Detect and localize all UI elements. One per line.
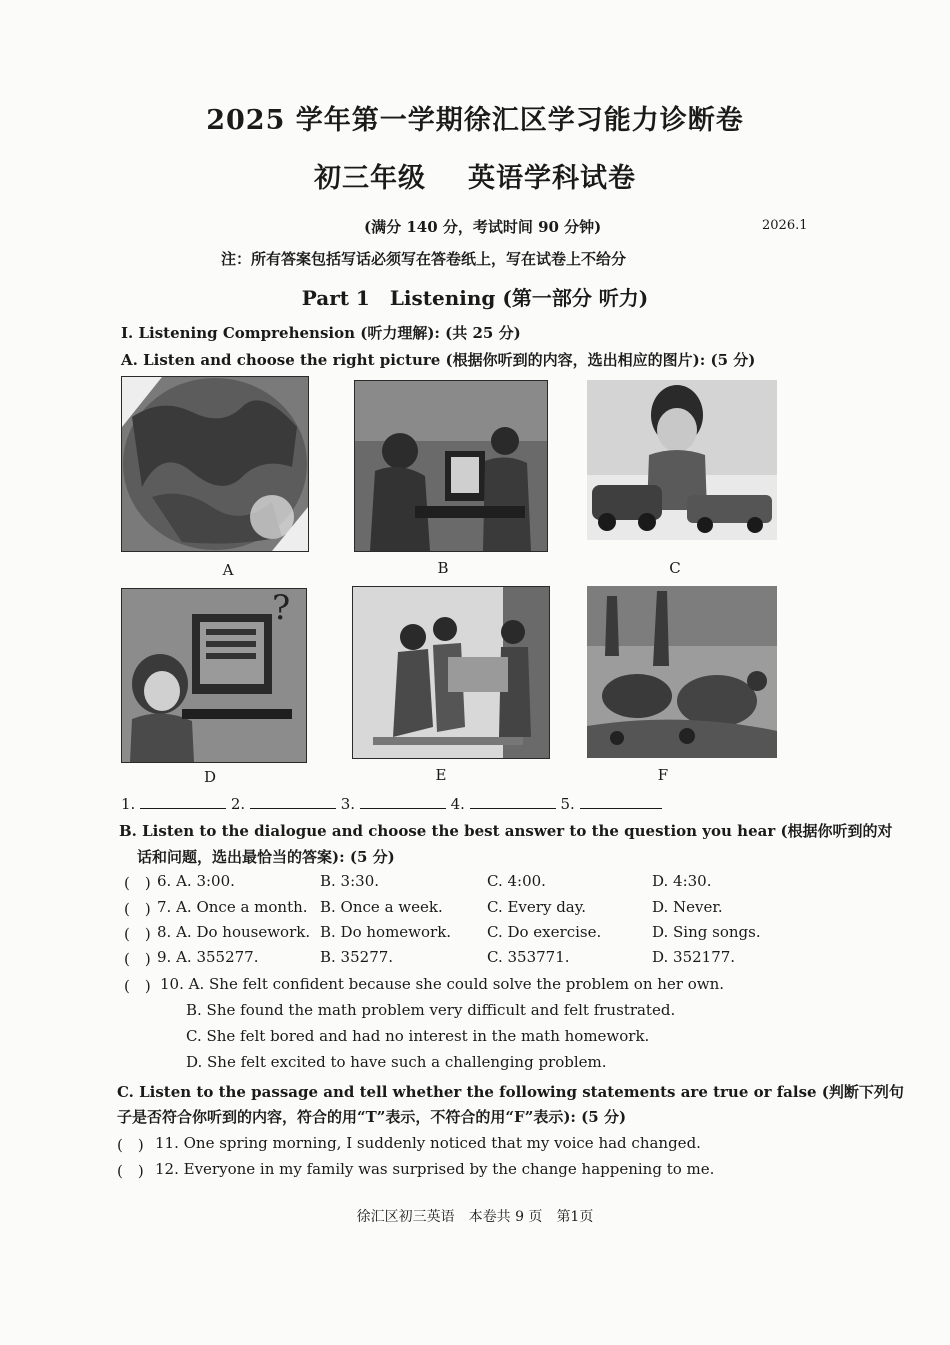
answer-blank-1[interactable] [140, 794, 226, 809]
question-number: 7. [157, 898, 172, 916]
exam-title: 2025 学年第一学期徐汇区学习能力诊断卷 [206, 105, 744, 136]
answer-bracket[interactable]: ( ) [124, 925, 151, 943]
exam-date: 2026.1 [762, 218, 808, 233]
question-number: 9. [157, 948, 172, 966]
girl-at-computer-picture [121, 588, 307, 763]
section-b-title-line1: B. Listen to the dialogue and choose the best answer to the question you hear (根据你听到的对 [119, 822, 893, 840]
question-number: 8. [157, 923, 172, 941]
question-number: 6. [157, 872, 172, 890]
option-a: A. Once a month. [176, 898, 308, 916]
answer-blanks-row [121, 794, 662, 813]
answer-bracket[interactable]: ( ) [117, 1136, 144, 1154]
option-a: A. 355277. [176, 948, 259, 966]
answer-bracket[interactable]: ( ) [124, 874, 151, 892]
section-i-title: I. Listening Comprehension (听力理解): (共 25 分) [121, 324, 521, 342]
answer-blank-3[interactable] [360, 794, 446, 809]
option-c: C. Do exercise. [487, 923, 602, 941]
answer-bracket[interactable]: ( ) [124, 900, 151, 918]
footer-page-number: 第1页 [556, 1209, 594, 1225]
picture-label-f: F [657, 766, 669, 784]
answer-number-5: 5. [560, 795, 575, 813]
statement-text: 11. One spring morning, I suddenly noticed that my voice had changed. [155, 1134, 701, 1152]
question-number: 10. [160, 975, 184, 993]
classroom-computer-picture [354, 380, 548, 552]
picture-label-a: A [222, 561, 234, 579]
statement-text: 12. Everyone in my family was surprised by the change happening to me. [155, 1160, 715, 1178]
section-b-title-line2: 话和问题，选出最恰当的答案): (5 分) [137, 848, 395, 866]
people-moving-box-picture [352, 586, 550, 759]
answer-bracket[interactable]: ( ) [124, 950, 151, 968]
grade-label: 初三年级 [314, 163, 426, 194]
option-b: B. Once a week. [320, 898, 443, 916]
option-d: D. Sing songs. [652, 923, 761, 941]
answer-bracket[interactable]: ( ) [124, 977, 151, 995]
picture-label-c: C [669, 559, 681, 577]
option-d: D. Never. [652, 898, 723, 916]
picture-label-e: E [435, 766, 447, 784]
option-b: B. Do homework. [320, 923, 452, 941]
picture-label-d: D [203, 768, 217, 786]
zoo-animals-picture [587, 586, 777, 758]
option-c: C. She felt bored and had no interest in the math homework. [186, 1027, 650, 1045]
option-d: D. 352177. [652, 948, 736, 966]
option-c: C. Every day. [487, 898, 586, 916]
answer-number-3: 3. [340, 795, 356, 813]
option-a: A. She felt confident because she could solve the problem on her own. [188, 975, 725, 993]
page-footer [0, 1206, 950, 1226]
section-c-title-line2: 子是否符合你听到的内容，符合的用“T”表示，不符合的用“F”表示): (5 分) [117, 1108, 627, 1126]
answer-blank-2[interactable] [250, 794, 336, 809]
answer-notice: 注：所有答案包括写话必须写在答卷纸上，写在试卷上不给分 [221, 250, 627, 268]
world-map-picture [121, 376, 309, 552]
option-a: A. 3:00. [176, 872, 235, 890]
subject-label: 英语学科试卷 [468, 163, 636, 194]
footer-exam-name: 徐汇区初三英语 [356, 1209, 455, 1225]
option-b: B. She found the math problem very difficult and felt frustrated. [186, 1001, 676, 1019]
answer-number-1: 1. [121, 795, 136, 813]
option-d: D. 4:30. [652, 872, 712, 890]
score-info: (满分 140 分，考试时间 90 分钟) [364, 218, 602, 236]
answer-blank-4[interactable] [470, 794, 556, 809]
section-c-title-line1: C. Listen to the passage and tell whether the following statements are true or false (判断下列句 [117, 1083, 904, 1101]
option-b: B. 3:30. [320, 872, 380, 890]
option-c: C. 4:00. [487, 872, 546, 890]
boy-with-toy-cars-picture [587, 380, 777, 540]
answer-blank-5[interactable] [580, 794, 662, 809]
answer-number-2: 2. [230, 795, 246, 813]
svg-text:?: ? [272, 589, 291, 628]
option-c: C. 353771. [487, 948, 570, 966]
answer-number-4: 4. [450, 795, 465, 813]
option-d: D. She felt excited to have such a challenging problem. [186, 1053, 607, 1071]
answer-bracket[interactable]: ( ) [117, 1162, 144, 1180]
option-a: A. Do housework. [176, 923, 311, 941]
section-a-title: A. Listen and choose the right picture (根据你听到的内容，选出相应的图片): (5 分) [121, 351, 756, 369]
exam-subtitle [0, 156, 950, 195]
part-title: Part 1 Listening (第一部分 听力) [301, 286, 649, 310]
footer-total-pages: 本卷共 9 页 [468, 1209, 543, 1225]
picture-label-b: B [437, 559, 449, 577]
option-b: B. 35277. [320, 948, 394, 966]
